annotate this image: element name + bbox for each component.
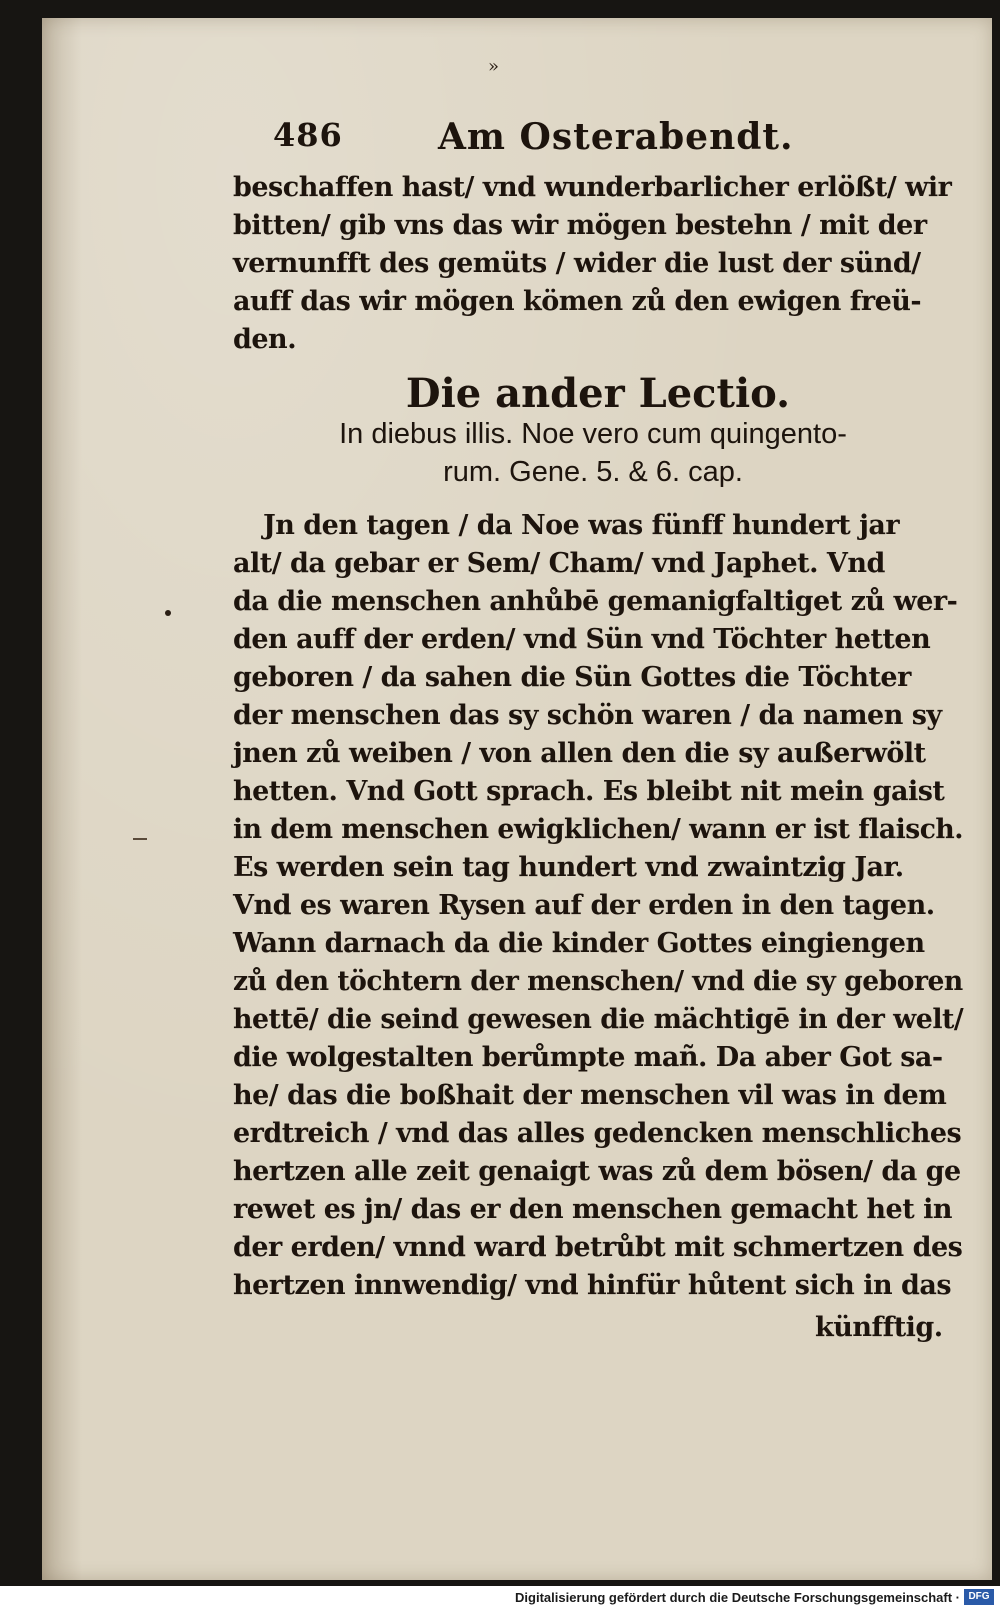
reading-line: zů den töchtern der menschen/ vnd die sy geboren bbox=[233, 966, 963, 997]
ink-mark bbox=[133, 838, 147, 840]
reading-line: Jn den tagen / da Noe was fünff hundert jar bbox=[263, 510, 900, 541]
section-heading: Die ander Lectio. bbox=[405, 370, 791, 417]
reading-line: geboren / da sahen die Sün Gottes die Töchter bbox=[233, 662, 911, 693]
reading-line: erdtreich / vnd das alles gedencken menschliches bbox=[233, 1118, 962, 1149]
reading-line: der menschen das sy schön waren / da namen sy bbox=[233, 700, 942, 731]
reading-line: alt/ da gebar er Sem/ Cham/ vnd Japhet. Vnd bbox=[233, 548, 885, 579]
prayer-line: bitten/ gib vns das wir mögen bestehn / mit der bbox=[233, 210, 927, 241]
reading-line: Es werden sein tag hundert vnd zwaintzig Jar. bbox=[233, 852, 904, 883]
prayer-line: auff das wir mögen kömen zů den ewigen freü- bbox=[233, 286, 922, 317]
ink-spot bbox=[165, 610, 171, 616]
reading-line: den auff der erden/ vnd Sün vnd Töchter hetten bbox=[233, 624, 931, 655]
reading-line: jnen zů weiben / von allen den die sy außerwölt bbox=[233, 738, 926, 769]
page-number: 486 bbox=[273, 116, 343, 154]
reading-line: he/ das die boßhait der menschen vil was in dem bbox=[233, 1080, 947, 1111]
reading-line: Wann darnach da die kinder Gottes eingiengen bbox=[233, 928, 925, 959]
prayer-line: den. bbox=[233, 324, 297, 355]
reading-line: rewet es jn/ das er den menschen gemacht het in bbox=[233, 1194, 952, 1225]
running-title: Am Osterabendt. bbox=[438, 116, 794, 158]
reading-line: hetten. Vnd Gott sprach. Es bleibt nit mein gaist bbox=[233, 776, 945, 807]
reading-line: hertzen alle zeit genaigt was zů dem bösen/ da ge bbox=[233, 1156, 961, 1187]
dfg-logo: DFG bbox=[964, 1589, 994, 1605]
reading-line: die wolgestalten berůmpte mañ. Da aber Got sa- bbox=[233, 1042, 943, 1073]
signature-mark: » bbox=[488, 56, 500, 77]
catchword: künfftig. bbox=[815, 1312, 943, 1343]
funding-credit: Digitalisierung gefördert durch die Deutsche Forschungsgemeinschaft · bbox=[515, 1590, 960, 1605]
reading-line: der erden/ vnnd ward betrůbt mit schmertzen des bbox=[233, 1232, 963, 1263]
reading-line: Vnd es waren Rysen auf der erden in den tagen. bbox=[233, 890, 935, 921]
prayer-line: vernunfft des gemüts / wider die lust der sünd/ bbox=[233, 248, 921, 279]
latin-incipit-line: rum. Gene. 5. & 6. cap. bbox=[443, 456, 743, 488]
reading-line: hettē/ die seind gewesen die mächtigē in der welt/ bbox=[233, 1004, 964, 1035]
running-head bbox=[233, 116, 963, 166]
reading-line: hertzen innwendig/ vnd hinfür hůtent sich in das bbox=[233, 1270, 952, 1301]
prayer-line: beschaffen hast/ vnd wunderbarlicher erlößt/ wir bbox=[233, 172, 952, 203]
latin-incipit-line: In diebus illis. Noe vero cum quingento- bbox=[339, 418, 847, 450]
reading-line: da die menschen anhůbē gemanigfaltiget zů wer- bbox=[233, 586, 958, 617]
reading-line: in dem menschen ewigklichen/ wann er ist flaisch. bbox=[233, 814, 964, 845]
footer-bar bbox=[0, 1586, 1000, 1611]
